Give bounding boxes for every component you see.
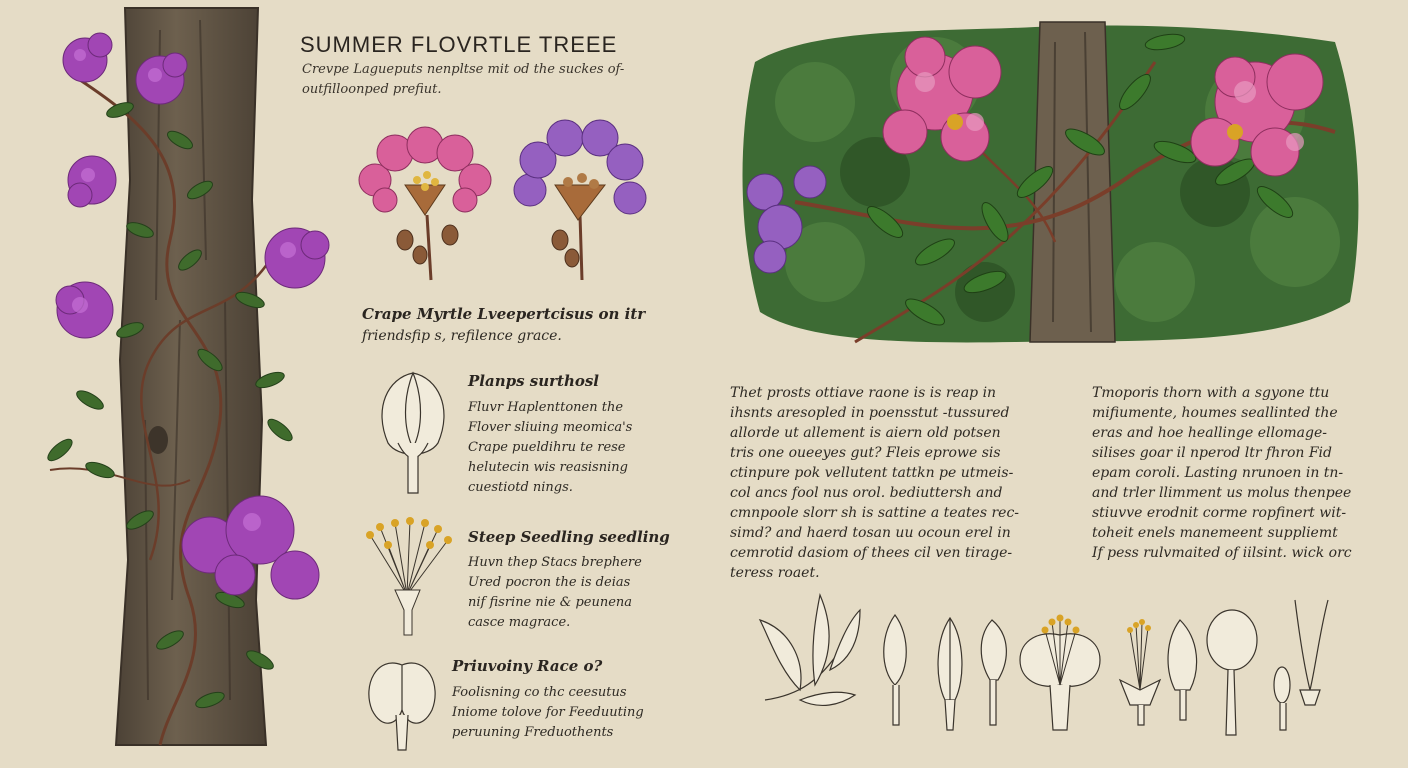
botanical-parts-row [760,590,1360,750]
caption-heading: Crape Myrtle Lveepertcisus on itr [362,305,646,323]
section-1-heading: Planps surthosl [468,372,599,390]
paragraph-right: Tmoporis thorn with a sgyone ttu mifiumente, houmes seallinted the eras and hoe heallinge ellomage- silises goar il nperod ltr fhron Fid epam coroli. Lasting nrunoen in tn- and trler llimment us molus thenpee stiuvve erodnit corme ropfinert wit- toheit enels manemeent suppliemt If pess rulvmaited of iilsint. wick orc [1092,385,1352,561]
branch-scene-illustration [735,22,1365,352]
seed-pod-diagram-icon [362,655,442,755]
petal-diagram-icon [368,368,458,498]
caption-body: friendsfip s, refilence grace. [362,328,562,344]
page-subtitle: Crevpe Lagueputs nenpltse mit od the suckes of-outfilloonped prefiut. [302,62,625,97]
section-1-body: Fluvr Haplenttonen the Flover sliuing meomica's Crape pueldihru te rese helutecin wis reasisning cuestiotd nings. [468,400,633,495]
section-2-body: Huvn thep Stacs brephere Ured pocron the is deias nif fisrine nie & peunena casce magrace. [468,555,642,630]
stamen-diagram-icon [360,515,455,640]
pink-flower-icon [355,125,495,285]
section-3-heading: Priuvoiny Race o? [452,657,603,675]
trunk-vine-illustration [30,0,350,768]
section-3-body: Foolisning co thc ceesutus Iniome tolove for Feeduuting peruuning Freduothents [452,685,644,740]
purple-flower-icon [510,120,655,285]
page-title: SUMMER FLOVRTLE TREEE [300,32,618,57]
section-2-heading: Steep Seedling seedling [468,528,670,546]
paragraph-left: Thet prosts ottiave raone is is reap in ihsnts aresopled in poensstut -tussured allorde ut allement is aiern old potsen tris one oueeyes gut? Fleis eprowe sis ctinpure pok vellutent tattkn pe utmeis- col ancs fool nus orol. bediuttersh and cmnpoole slorr sh is sattine a teates rec- simd? and haerd tosan uu ocoun erel in cemrotid dasiom of thees cil ven tirage- teress roaet. [730,385,1020,581]
